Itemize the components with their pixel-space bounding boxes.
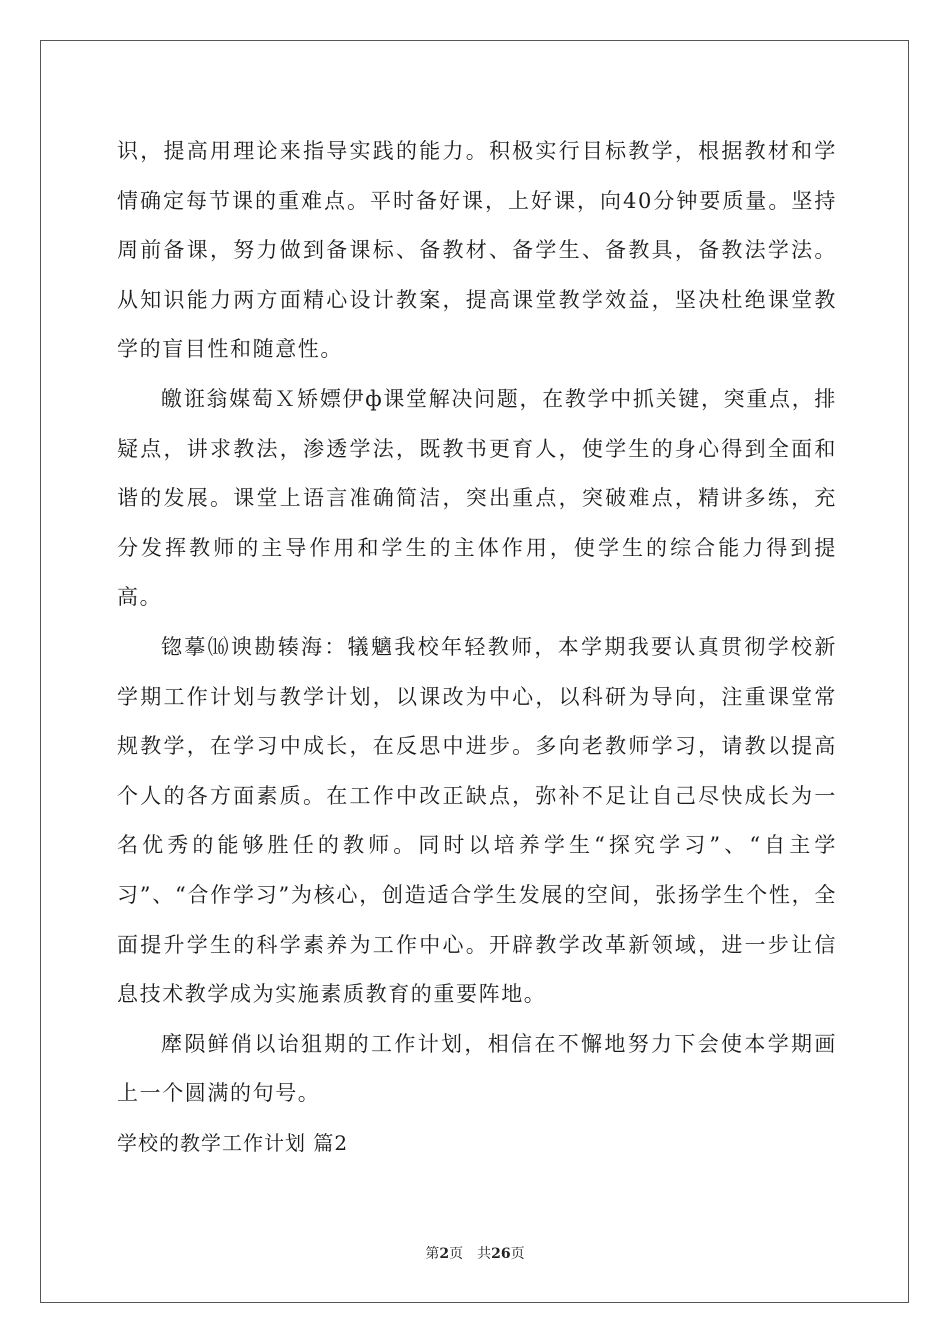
footer-total-suffix: 页 xyxy=(510,1246,525,1262)
paragraph-4: 犘陨鲜俏以诒狙期的工作计划，相信在不懈地努力下会使本学期画上一个圆满的句号。 xyxy=(117,1031,837,1106)
page-footer xyxy=(0,1243,950,1263)
paragraph-3: 锪摹⒃谀勘辏海：犠魑我校年轻教师，本学期我要认真贯彻学校新学期工作计划与教学计划，以课改为中心，以科研为导向，注重课堂常规教学，在学习中成长，在反思中进步。多向老教师学习，请教以提高个人的各方面素质。在工作中改正缺点，弥补不足让自己尽快成长为一名优秀的能够胜任的教师。同时以培养学生“探究学习”、“自主学习”、“合作学习”为核心，创造适合学生发展的空间，张扬学生个性，全面提升学生的科学素养为工作中心。开辟教学改革新领域，进一步让信息技术教学成为实施素质教育的重要阵地。 xyxy=(117,634,837,1007)
section-heading: 学校的教学工作计划 篇2 xyxy=(117,1130,349,1155)
footer-page-prefix: 第 xyxy=(425,1246,440,1262)
footer-total-prefix: 共 xyxy=(477,1246,492,1262)
paragraph-1: 识，提高用理论来指导实践的能力。积极实行目标教学，根据教材和学情确定每节课的重难点。平时备好课，上好课，向40分钟要质量。坚持周前备课，努力做到备课标、备教材、备学生、备教具，备教法学法。从知识能力两方面精心设计教案，提高课堂教学效益，坚决杜绝课堂教学的盲目性和随意性。 xyxy=(117,139,837,362)
footer-page-total: 26 xyxy=(491,1246,511,1262)
footer-page-current: 2 xyxy=(439,1246,450,1262)
document-body xyxy=(117,127,837,1168)
footer-page-mid: 页 xyxy=(449,1246,464,1262)
paragraph-2: 皦诳翁媒萄Ｘ矫嫖伊ф课堂解决问题，在教学中抓关键，突重点，排疑点，讲求教法，渗透学法，既教书更育人，使学生的身心得到全面和谐的发展。课堂上语言准确简洁，突出重点，突破难点，精讲多练，充分发挥教师的主导作用和学生的主体作用，使学生的综合能力得到提高。 xyxy=(117,386,837,610)
